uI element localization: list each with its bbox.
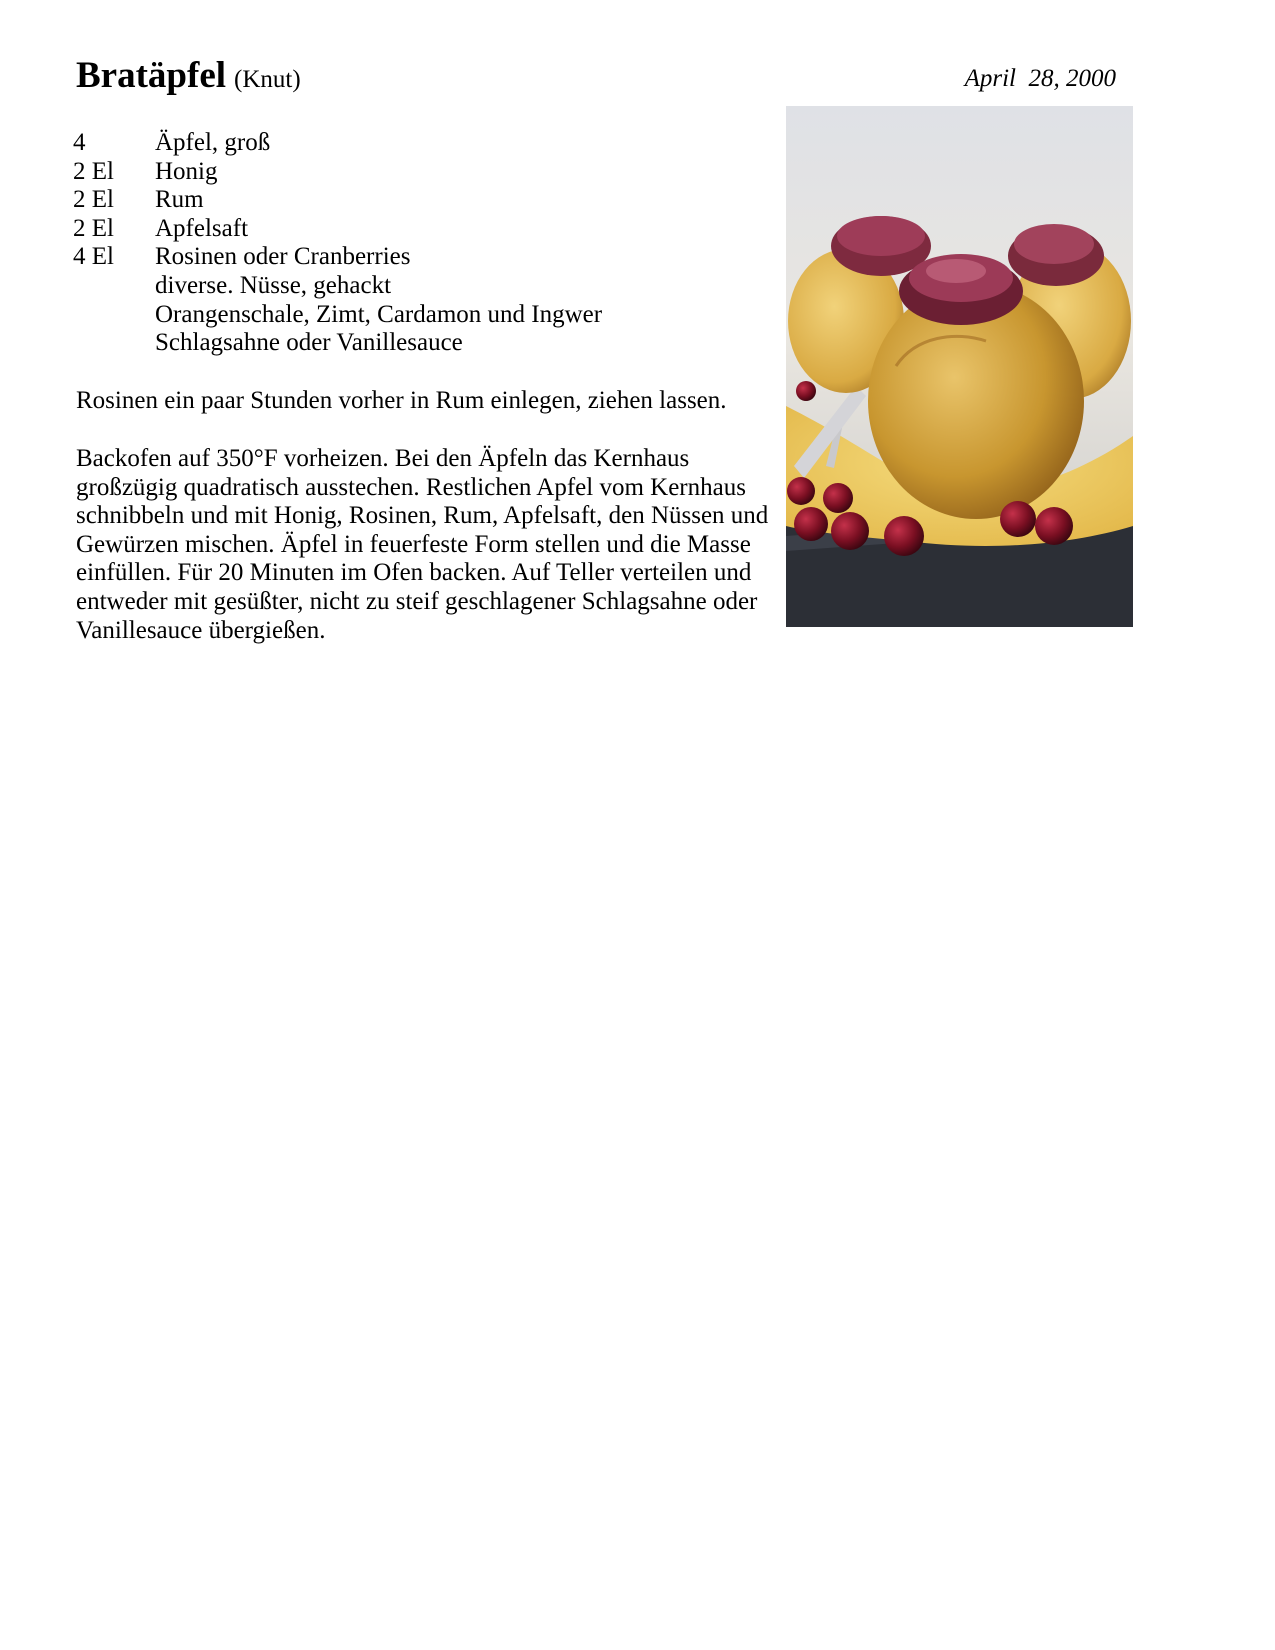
recipe-header xyxy=(76,52,1116,102)
ingredient-quantity: 4 xyxy=(73,129,86,156)
ingredient-row xyxy=(73,186,753,215)
ingredient-row xyxy=(73,215,753,244)
ingredient-quantity: 2 El xyxy=(73,186,114,214)
instruction-paragraph: Rosinen ein paar Stunden vorher in Rum einlegen, ziehen lassen. xyxy=(76,387,727,414)
ingredient-quantity xyxy=(73,301,155,330)
ingredient-quantity xyxy=(73,329,155,358)
recipe-date: April 28, 2000 xyxy=(964,65,1116,92)
ingredient-name: Rum xyxy=(155,186,204,214)
ingredient-row xyxy=(73,272,753,301)
ingredient-name: Apfelsaft xyxy=(155,214,249,242)
ingredient-name: Rosinen oder Cranberries xyxy=(155,243,411,271)
ingredient-name: Orangenschale, Zimt, Cardamon und Ingwer xyxy=(155,300,603,328)
ingredient-row xyxy=(73,301,753,330)
ingredient-quantity: 2 El xyxy=(73,214,114,242)
ingredient-row xyxy=(73,158,753,187)
recipe-title xyxy=(76,52,301,104)
recipe-title-text: Bratäpfel xyxy=(76,55,227,96)
ingredient-row xyxy=(73,329,753,358)
recipe-photo xyxy=(786,106,1133,627)
ingredient-name: Äpfel, groß xyxy=(155,129,271,156)
ingredient-name: Schlagsahne oder Vanillesauce xyxy=(155,329,463,357)
ingredient-row xyxy=(73,129,753,158)
ingredient-name: Honig xyxy=(155,157,218,185)
ingredient-row xyxy=(73,243,753,272)
ingredient-quantity xyxy=(73,272,155,301)
ingredient-quantity: 4 El xyxy=(73,243,114,271)
baked-apples-image xyxy=(786,106,1133,627)
instruction-paragraph: Backofen auf 350°F vorheizen. Bei den Äpfeln das Kernhaus großzügig quadratisch ausstechen. Restlichen Apfel vom Kernhaus schnibbeln und mit Honig, Rosinen, Rum, Apfelsaft, den Nüssen und Gewürzen mischen. Äpfel in feuerfeste Form stellen und die Masse einfüllen. Für 20 Minuten im Ofen backen. Auf Teller verteilen und entweder mit gesüßter, nicht zu steif geschlagener Schlagsahne oder Vanillesauce übergießen. xyxy=(76,445,769,644)
ingredient-quantity: 2 El xyxy=(73,157,114,185)
ingredient-list xyxy=(73,129,753,358)
recipe-author: (Knut) xyxy=(234,66,301,93)
ingredient-name: diverse. Nüsse, gehackt xyxy=(155,271,392,299)
